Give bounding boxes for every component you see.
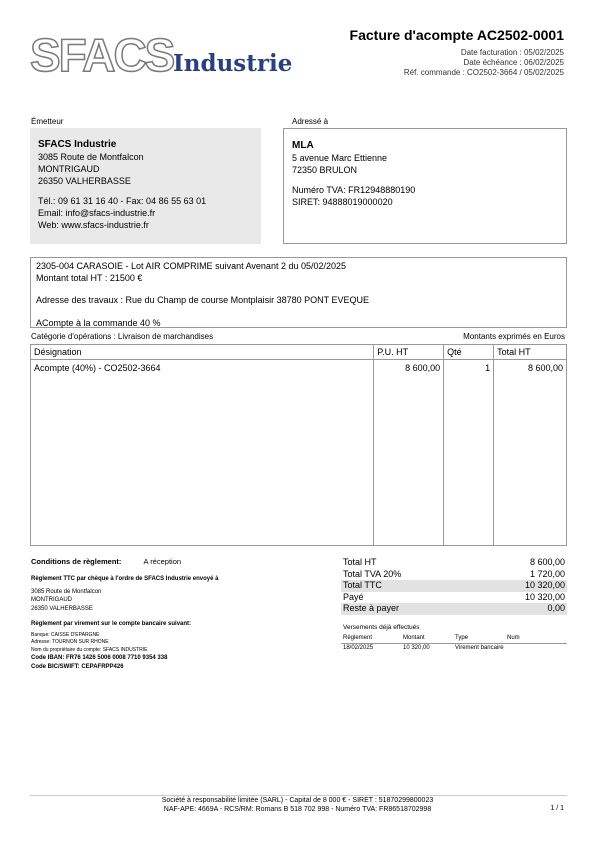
cheque-block xyxy=(31,575,218,613)
cheque-street: 3085 Route de Montfalcon xyxy=(31,588,102,595)
recipient-tva: Numéro TVA: FR12948880190 xyxy=(292,185,416,195)
bank-name: Banque: CAISSE D'EPARGNE xyxy=(31,631,100,638)
company-logo xyxy=(30,29,293,81)
table-row xyxy=(31,360,567,545)
remaining-row: Reste à payer 0,00 xyxy=(343,603,565,613)
cheque-title: Règlement TTC par chèque à l'ordre de SFACS Industrie envoyé à xyxy=(31,576,219,582)
payment-conditions xyxy=(31,557,181,566)
due-date: Date échéance : 06/02/2025 xyxy=(463,58,564,67)
logo-brand: SFACS xyxy=(30,29,174,81)
emitter-name: SFACS Industrie xyxy=(38,139,117,150)
currency-note: Montants exprimés en Euros xyxy=(463,332,565,341)
emitter-label: Émetteur xyxy=(31,117,64,126)
conditions-label: Conditions de règlement: xyxy=(31,557,122,566)
deposit-note: ACompte à la commande 40 % xyxy=(36,317,161,328)
order-ref: Réf. commande : CO2502-3664 / 05/02/2025 xyxy=(403,68,564,77)
footer-company: Société à responsabilité limitée (SARL) - Capital de 8 000 € - SIRET : 51870299800023 xyxy=(161,797,434,804)
line-quantity: 1 xyxy=(444,360,494,545)
invoice-date: Date facturation : 05/02/2025 xyxy=(460,48,564,57)
payments-title: Versements déjà effectués xyxy=(343,624,420,631)
col-quantity: Qté xyxy=(444,345,494,360)
total-ht-row: Total HT 8 600,00 xyxy=(343,557,565,567)
emitter-web: Web: www.sfacs-industrie.fr xyxy=(38,220,149,230)
footer xyxy=(0,796,595,814)
project-address: Adresse des travaux : Rue du Champ de course Montplaisir 38780 PONT EVEQUE xyxy=(36,295,369,305)
recipient-street: 5 avenue Marc Ettienne xyxy=(292,153,388,163)
invoice-title: Facture d'acompte AC2502-0001 xyxy=(349,27,564,43)
footer-registration: NAF-APE: 4669A - RCS/RM: Romans B 518 702 998 - Numéro TVA: FR86518702998 xyxy=(163,806,432,813)
total-tva-row: Total TVA 20% 1 720,00 xyxy=(343,568,565,579)
totals-block xyxy=(341,557,567,615)
col-unit-price: P.U. HT xyxy=(374,345,444,360)
payment-row: 18/02/2025 10 320,00 Virement bancaire xyxy=(343,645,504,651)
recipient-city: 72350 BRULON xyxy=(292,165,358,175)
recipient-name: MLA xyxy=(292,140,314,151)
project-info-box xyxy=(30,257,567,328)
payments-block xyxy=(341,624,567,653)
line-unit-price: 8 600,00 xyxy=(374,360,444,545)
recipient-siret: SIRET: 94888019000020 xyxy=(292,197,393,207)
project-line: 2305-004 CARASOIE - Lot AIR COMPRIME suivant Avenant 2 du 05/02/2025 xyxy=(36,261,347,271)
account-owner: Nom du propriétaire du compte: SFACS INDUSTRIE xyxy=(31,646,148,653)
payments-header-row: Règlement Montant Type Num xyxy=(341,634,567,644)
emitter-street: 3085 Route de Montfalcon xyxy=(38,152,144,162)
logo-suffix: Industrie xyxy=(173,50,293,77)
table-header-row xyxy=(31,345,567,360)
emitter-phone: Tél.: 09 61 31 16 40 - Fax: 04 86 55 63 01 xyxy=(38,196,207,206)
emitter-email: Email: info@sfacs-industrie.fr xyxy=(38,208,156,218)
invoice-lines-table xyxy=(30,344,567,546)
recipient-box xyxy=(283,128,567,244)
emitter-box xyxy=(30,128,261,244)
iban: Code IBAN: FR76 1426 5006 0008 7710 9354 338 xyxy=(31,655,168,661)
col-designation: Désignation xyxy=(31,345,374,360)
page-number: 1 / 1 xyxy=(550,805,564,812)
conditions-value: A réception xyxy=(143,557,182,566)
recipient-label: Adressé à xyxy=(292,117,329,126)
cheque-city: MONTRIGAUD xyxy=(31,597,72,603)
operation-category: Catégorie d'opérations : Livraison de marchandises xyxy=(31,332,214,341)
emitter-zip: 26350 VALHERBASSE xyxy=(38,176,131,186)
col-total: Total HT xyxy=(494,345,567,360)
paid-row: Payé 10 320,00 xyxy=(343,591,565,602)
project-amount: Montant total HT : 21500 € xyxy=(36,272,143,283)
line-designation: Acompte (40%) - CO2502-3664 xyxy=(31,360,374,545)
cheque-zip: 26350 VALHERBASSE xyxy=(31,605,93,612)
total-ttc-row: Total TTC 10 320,00 xyxy=(343,580,565,590)
bank-address: Adresse: TOURNON SUR RHONE xyxy=(31,639,109,645)
emitter-city: MONTRIGAUD xyxy=(38,164,100,174)
transfer-title: Règlement par virement sur le compte bancaire suivant: xyxy=(31,621,192,627)
transfer-block xyxy=(31,620,191,671)
bic: Code BIC/SWIFT: CEPAFRPP426 xyxy=(31,663,124,670)
line-total: 8 600,00 xyxy=(494,360,567,545)
